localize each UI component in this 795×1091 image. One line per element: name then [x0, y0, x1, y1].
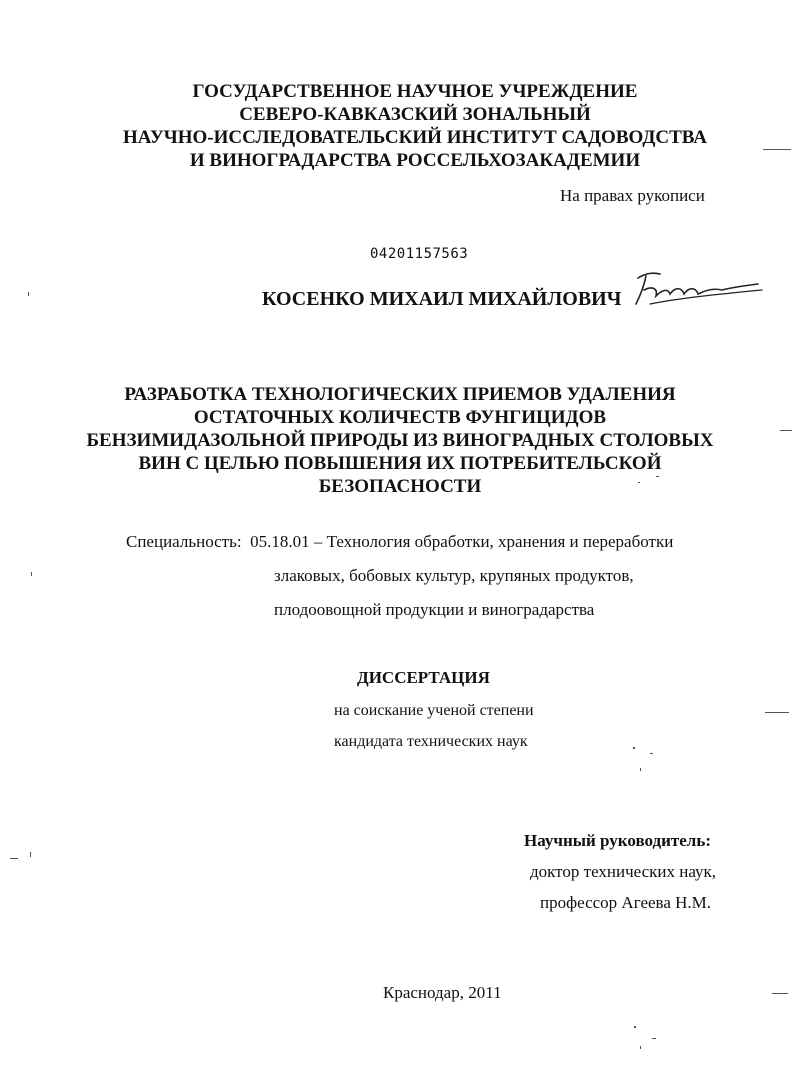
scan-mark: [640, 1046, 641, 1049]
scan-mark: [28, 292, 29, 296]
scan-mark: [765, 712, 789, 713]
supervisor-block: [524, 825, 716, 918]
supervisor-name: профессор Агеева Н.М.: [540, 893, 712, 912]
institution-line: СЕВЕРО-КАВКАЗСКИЙ ЗОНАЛЬНЫЙ: [239, 104, 591, 125]
handwritten-signature: [630, 268, 770, 314]
degree-line: кандидата технических наук: [334, 733, 528, 750]
scan-mark: [31, 572, 32, 576]
thesis-title-line: ОСТАТОЧНЫХ КОЛИЧЕСТВ ФУНГИЦИДОВ: [193, 407, 607, 428]
scan-mark: [780, 430, 792, 431]
institution-line: НАУЧНО-ИССЛЕДОВАТЕЛЬСКИЙ ИНСТИТУТ САДОВОДСТВА: [123, 127, 707, 148]
scan-mark: [763, 149, 791, 150]
thesis-title: [40, 383, 760, 498]
scan-mark: [30, 852, 31, 857]
place-and-year: Краснодар, 2011: [383, 983, 502, 1002]
scan-mark: [634, 1026, 636, 1028]
scan-mark: [640, 768, 641, 771]
speciality-label: Специальность:: [126, 532, 242, 551]
thesis-title-line: БЕНЗИМИДАЗОЛЬНОЙ ПРИРОДЫ ИЗ ВИНОГРАДНЫХ СТОЛОВЫХ: [86, 430, 714, 451]
speciality-line: плодоовощной продукции и виноградарства: [274, 600, 595, 619]
document-code: 04201157563: [370, 246, 469, 262]
scan-mark: [10, 858, 18, 859]
thesis-title-line: БЕЗОПАСНОСТИ: [318, 476, 482, 497]
institution-line: И ВИНОГРАДАРСТВА РОССЕЛЬХОЗАКАДЕМИИ: [189, 150, 641, 171]
supervisor-degree: доктор технических наук,: [530, 862, 717, 881]
speciality-block: [126, 525, 673, 627]
supervisor-heading: Научный руководитель:: [524, 831, 711, 850]
degree-line: на соискание ученой степени: [334, 702, 534, 719]
institution-header: [35, 80, 795, 172]
dissertation-heading: ДИССЕРТАЦИЯ: [357, 668, 490, 687]
author-name: КОСЕНКО МИХАИЛ МИХАЙЛОВИЧ: [262, 288, 622, 310]
scan-mark: [656, 476, 659, 477]
scan-mark: [633, 747, 635, 749]
speciality-row: [126, 525, 673, 559]
scan-mark: [650, 753, 653, 754]
thesis-title-line: РАЗРАБОТКА ТЕХНОЛОГИЧЕСКИХ ПРИЕМОВ УДАЛЕНИЯ: [124, 384, 676, 405]
thesis-title-line: ВИН С ЦЕЛЬЮ ПОВЫШЕНИЯ ИХ ПОТРЕБИТЕЛЬСКОЙ: [138, 453, 662, 474]
manuscript-note: На правах рукописи: [560, 186, 705, 205]
scan-mark: [638, 482, 640, 483]
speciality-line: злаковых, бобовых культур, крупяных продуктов,: [274, 566, 634, 585]
scan-mark: [652, 1038, 656, 1039]
institution-line: ГОСУДАРСТВЕННОЕ НАУЧНОЕ УЧРЕЖДЕНИЕ: [192, 81, 638, 102]
speciality-line: 05.18.01 – Технология обработки, хранения и переработки: [250, 532, 674, 551]
scan-mark: [772, 993, 788, 994]
